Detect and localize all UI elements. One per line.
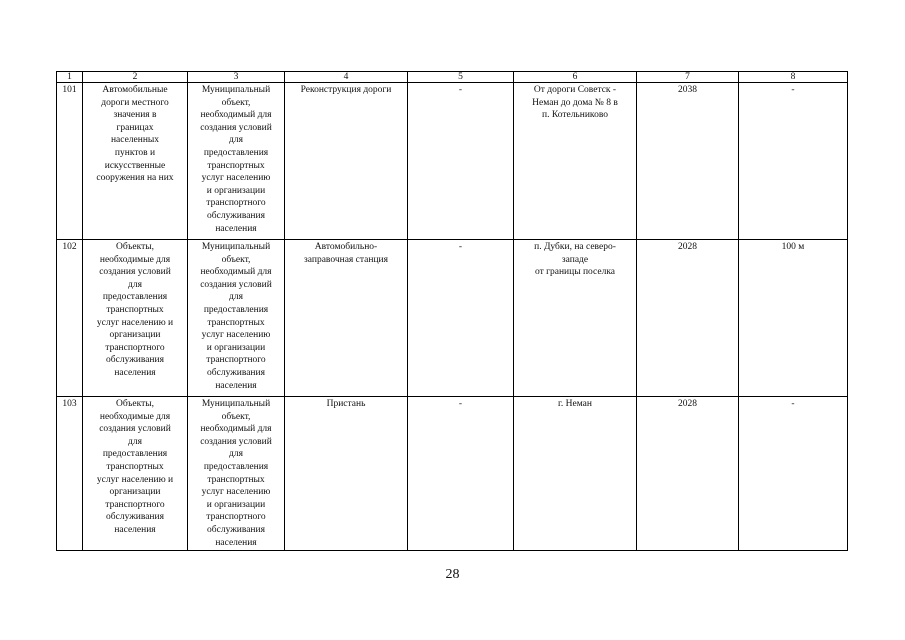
object-name: Автомобильно- заправочная станция bbox=[304, 242, 388, 265]
location-cell bbox=[514, 240, 637, 397]
object-type: Объекты, необходимые для создания условий для предоставления транспортных услуг населению и организации транспортного обслуживания населения bbox=[96, 399, 174, 535]
zone: 100 м bbox=[781, 242, 805, 252]
object-type: Объекты, необходимые для создания условий для предоставления транспортных услуг населению и организации транспортного обслуживания населения bbox=[96, 242, 174, 378]
zone-cell bbox=[739, 240, 848, 397]
zone: - bbox=[791, 85, 795, 95]
location: п. Дубки, на северо- западе от границы поселка bbox=[534, 242, 616, 278]
object-name-cell bbox=[285, 83, 408, 240]
object-type-cell bbox=[83, 240, 188, 397]
object-type-cell bbox=[83, 83, 188, 240]
header-cell: 7 bbox=[637, 72, 739, 83]
header-row bbox=[57, 72, 848, 83]
header-cell: 8 bbox=[739, 72, 848, 83]
year: 2038 bbox=[678, 85, 697, 95]
object-purpose-cell bbox=[188, 240, 285, 397]
object-purpose: Муниципальный объект, необходимый для создания условий для предоставления транспортных услуг населению и организации транспортного обслуживания населения bbox=[200, 399, 272, 548]
object-purpose: Муниципальный объект, необходимый для создания условий для предоставления транспортных услуг населению и организации транспортного обслуживания населения bbox=[200, 85, 272, 234]
column-5-value: - bbox=[458, 242, 463, 252]
header-cell: 4 bbox=[285, 72, 408, 83]
row-number-cell bbox=[57, 397, 83, 551]
object-purpose-cell bbox=[188, 397, 285, 551]
object-name-cell bbox=[285, 240, 408, 397]
location-cell bbox=[514, 83, 637, 240]
row-number: 103 bbox=[62, 399, 77, 409]
year: 2028 bbox=[678, 399, 697, 409]
column-5-value: - bbox=[458, 399, 463, 409]
header-cell: 5 bbox=[408, 72, 514, 83]
object-name-cell bbox=[285, 397, 408, 551]
object-type-cell bbox=[83, 397, 188, 551]
zone-cell bbox=[739, 397, 848, 551]
zone: - bbox=[791, 399, 795, 409]
document-table bbox=[56, 71, 848, 551]
object-name: Пристань bbox=[326, 399, 366, 409]
year-cell bbox=[637, 397, 739, 551]
object-purpose: Муниципальный объект, необходимый для создания условий для предоставления транспортных услуг населению и организации транспортного обслуживания населения bbox=[200, 242, 272, 391]
row-number: 101 bbox=[62, 85, 77, 95]
year-cell bbox=[637, 83, 739, 240]
row-number-cell bbox=[57, 240, 83, 397]
column-5-value: - bbox=[458, 85, 463, 95]
table-row bbox=[57, 83, 848, 240]
zone-cell bbox=[739, 83, 848, 240]
header-cell: 3 bbox=[188, 72, 285, 83]
row-number: 102 bbox=[62, 242, 77, 252]
header-cell: 6 bbox=[514, 72, 637, 83]
column-5-cell bbox=[408, 397, 514, 551]
table-row bbox=[57, 397, 848, 551]
column-5-cell bbox=[408, 83, 514, 240]
location: г. Неман bbox=[558, 399, 592, 409]
column-5-cell bbox=[408, 240, 514, 397]
location-cell bbox=[514, 397, 637, 551]
location: От дороги Советск - Неман до дома № 8 в п. Котельниково bbox=[532, 85, 618, 121]
table-row bbox=[57, 240, 848, 397]
object-purpose-cell bbox=[188, 83, 285, 240]
year: 2028 bbox=[678, 242, 697, 252]
row-number-cell bbox=[57, 83, 83, 240]
year-cell bbox=[637, 240, 739, 397]
object-type: Автомобильные дороги местного значения в границах населенных пунктов и искусственные сооружения на них bbox=[96, 85, 174, 184]
object-name: Реконструкция дороги bbox=[300, 85, 392, 95]
header-cell: 2 bbox=[83, 72, 188, 83]
page-number: 28 bbox=[445, 567, 460, 582]
header-cell: 1 bbox=[57, 72, 83, 83]
